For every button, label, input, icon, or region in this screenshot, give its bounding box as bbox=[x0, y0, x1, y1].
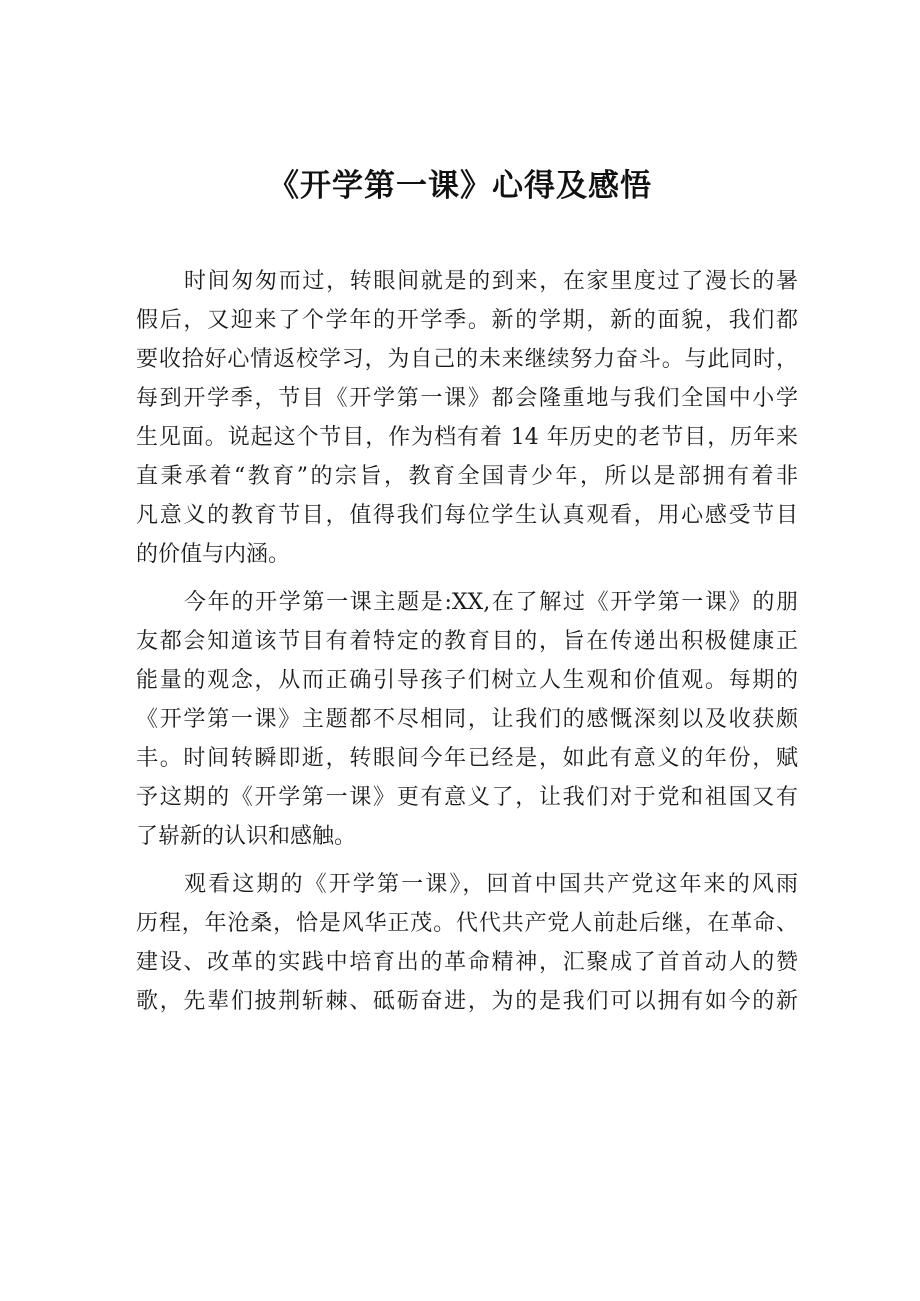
paragraph-line: 每到开学季，节目《开学第一课》都会隆重地与我们全国中小学 bbox=[136, 386, 798, 411]
paragraph-line: 建设、改革的实践中培育出的革命精神，汇聚成了首首动人的赞 bbox=[136, 950, 798, 975]
paragraph-line: 历程，年沧桑，恰是风华正茂。代代共产党人前赴后继，在革命、 bbox=[136, 911, 798, 936]
paragraph-spacer bbox=[136, 574, 798, 583]
paragraph-line: 凡意义的教育节目，值得我们每位学生认真观看，用心感受节目 bbox=[136, 503, 798, 528]
paragraph-line: 友都会知道该节目有着特定的教育目的，旨在传递出积极健康正 bbox=[136, 629, 798, 654]
document-title: 《开学第一课》心得及感悟 bbox=[268, 168, 652, 204]
paragraph-3 bbox=[136, 865, 798, 1021]
paragraph-line: 今年的开学第一课主题是:XX,在了解过《开学第一课》的朋 bbox=[184, 590, 798, 615]
paragraph-line: 《开学第一课》主题都不尽相同，让我们的感慨深刻以及收获颇 bbox=[136, 707, 798, 732]
paragraph-spacer bbox=[136, 856, 798, 865]
paragraph-line: 假后，又迎来了个学年的开学季。新的学期，新的面貌，我们都 bbox=[136, 308, 798, 333]
document-body bbox=[136, 262, 798, 1021]
paragraph-line: 生见面。说起这个节目，作为档有着 14 年历史的老节目，历年来 bbox=[136, 425, 798, 450]
paragraph-line: 能量的观念，从而正确引导孩子们树立人生观和价值观。每期的 bbox=[136, 668, 798, 693]
paragraph-line: 直秉承着“教育”的宗旨，教育全国青少年，所以是部拥有着非 bbox=[136, 464, 798, 489]
paragraph-line: 观看这期的《开学第一课》，回首中国共产党这年来的风雨 bbox=[184, 872, 798, 897]
paragraph-line: 歌，先辈们披荆斩棘、砥砺奋进，为的是我们可以拥有如今的新 bbox=[136, 989, 798, 1014]
paragraph-line: 予这期的《开学第一课》更有意义了，让我们对于党和祖国又有 bbox=[136, 785, 798, 810]
paragraph-line: 要收拾好心情返校学习，为自己的未来继续努力奋斗。与此同时， bbox=[136, 347, 798, 372]
paragraph-line: 丰。时间转瞬即逝，转眼间今年已经是，如此有意义的年份，赋 bbox=[136, 746, 798, 771]
paragraph-1 bbox=[136, 262, 798, 574]
paragraph-line: 时间匆匆而过，转眼间就是的到来，在家里度过了漫长的暑 bbox=[184, 269, 798, 294]
paragraph-2 bbox=[136, 583, 798, 856]
paragraph-line: 的价值与内涵。 bbox=[136, 542, 291, 567]
paragraph-line: 了崭新的认识和感触。 bbox=[136, 824, 357, 849]
